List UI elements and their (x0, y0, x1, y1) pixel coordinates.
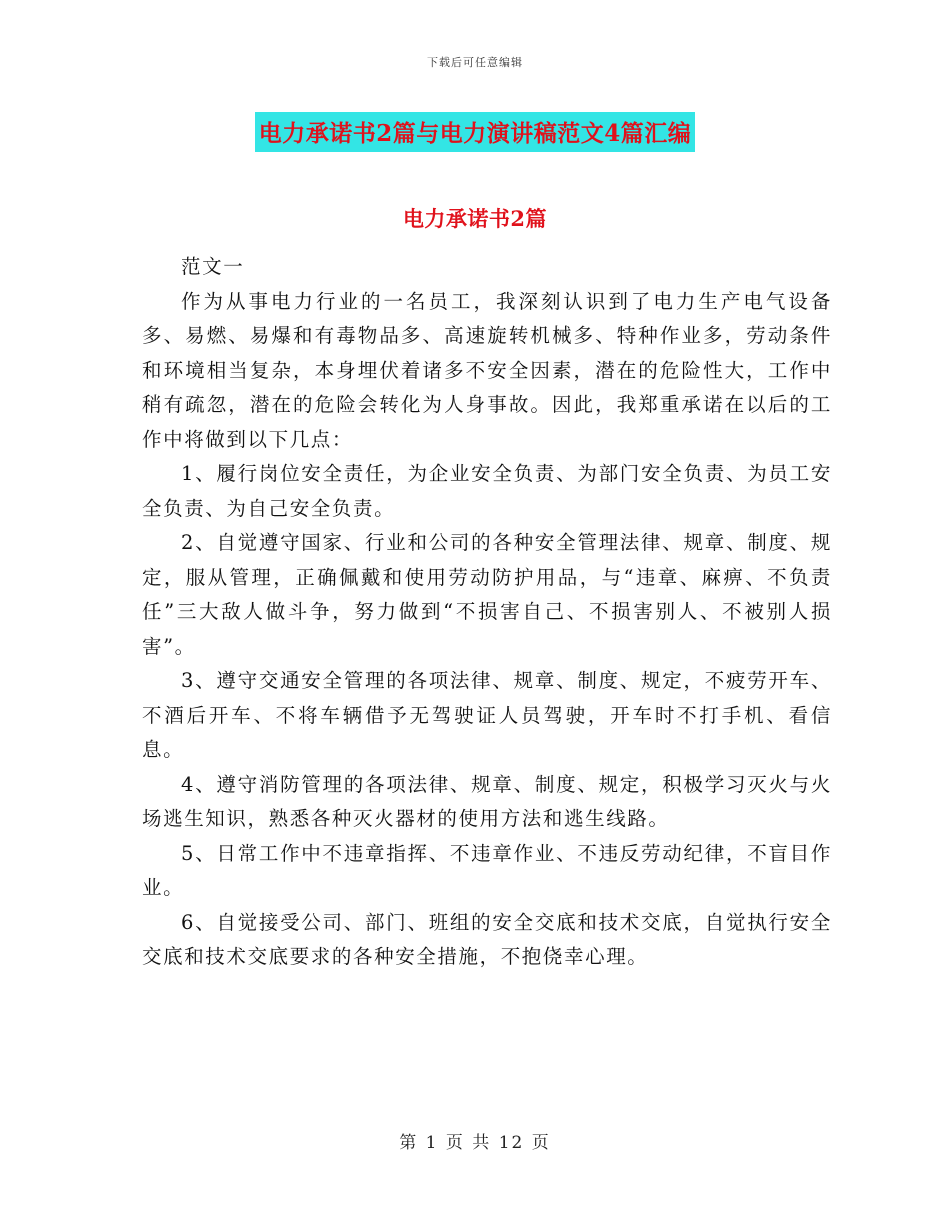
paragraph-item-6: 6、自觉接受公司、部门、班组的安全交底和技术交底，自觉执行安全交底和技术交底要求的各种安全措施，不抱侥幸心理。 (142, 910, 832, 968)
paragraph-item-4: 4、遵守消防管理的各项法律、规章、制度、规定，积极学习灭火与火场逃生知识，熟悉各种灭火器材的使用方法和逃生线路。 (142, 772, 832, 830)
header-note: 下载后可任意编辑 (427, 56, 523, 69)
body-text (142, 250, 832, 975)
paragraph-intro: 作为从事电力行业的一名员工，我深刻认识到了电力生产电气设备多、易燃、易爆和有毒物品多、高速旋转机械多、特种作业多，劳动条件和环境相当复杂，本身埋伏着诸多不安全因素，潜在的危险性大，工作中稍有疏忽，潜在的危险会转化为人身事故。因此，我郑重承诺在以后的工作中将做到以下几点： (142, 289, 832, 451)
paragraph-item-1: 1、履行岗位安全责任，为企业安全负责、为部门安全负责、为员工安全负责、为自己安全负责。 (142, 462, 832, 520)
paragraph-item-2: 2、自觉遵守国家、行业和公司的各种安全管理法律、规章、制度、规定，服从管理，正确佩戴和使用劳动防护用品，与“违章、麻痹、不负责任”三大敌人做斗争，努力做到“不损害自己、不损害别人、不被别人损害”。 (142, 531, 832, 658)
page-number-footer: 第 1 页 共 12 页 (399, 1133, 551, 1153)
paragraph-item-3: 3、遵守交通安全管理的各项法律、规章、制度、规定，不疲劳开车、不酒后开车、不将车辆借予无驾驶证人员驾驶，开车时不打手机、看信息。 (142, 669, 832, 761)
document-title-container (0, 112, 950, 152)
section-title: 电力承诺书2篇 (402, 206, 548, 231)
paragraph-item-5: 5、日常工作中不违章指挥、不违章作业、不违反劳动纪律，不盲目作业。 (142, 841, 832, 899)
paragraph-sample-heading: 范文一 (181, 255, 245, 278)
document-title: 电力承诺书2篇与电力演讲稿范文4篇汇编 (255, 112, 696, 152)
